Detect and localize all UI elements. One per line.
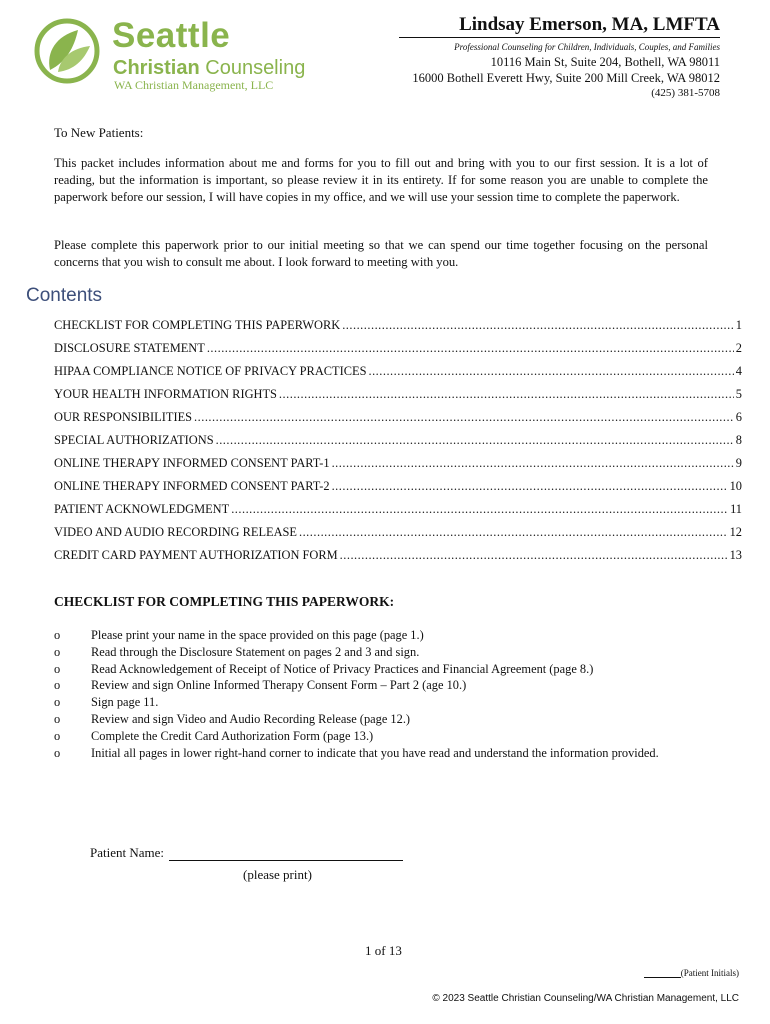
toc-label: YOUR HEALTH INFORMATION RIGHTS bbox=[54, 387, 277, 401]
toc-label: PATIENT ACKNOWLEDGMENT bbox=[54, 502, 230, 516]
toc-leader bbox=[207, 341, 734, 356]
bullet-icon: o bbox=[54, 661, 61, 676]
toc-label: DISCLOSURE STATEMENT bbox=[54, 341, 205, 355]
bullet-icon: o bbox=[54, 711, 61, 726]
list-item-text: Read Acknowledgement of Receipt of Notice of Privacy Practices and Financial Agreement (page 8.) bbox=[91, 661, 594, 676]
toc-label: CHECKLIST FOR COMPLETING THIS PAPERWORK bbox=[54, 318, 341, 332]
address-bothell: 10116 Main St, Suite 204, Bothell, WA 98011 bbox=[490, 55, 720, 69]
phone-number: (425) 381-5708 bbox=[651, 87, 720, 99]
table-of-contents bbox=[54, 318, 742, 571]
logo-subtitle: Christian Counseling bbox=[113, 57, 306, 79]
patient-initials-label: (Patient Initials) bbox=[680, 968, 739, 978]
toc-page: 11 bbox=[730, 502, 742, 516]
logo-company: WA Christian Management, LLC bbox=[114, 78, 274, 92]
toc-label: OUR RESPONSIBILITIES bbox=[54, 410, 193, 424]
list-item-text: Review and sign Video and Audio Recording Release (page 12.) bbox=[91, 711, 411, 726]
toc-leader bbox=[342, 318, 734, 333]
toc-entry-responsibilities[interactable] bbox=[54, 410, 742, 433]
list-item bbox=[54, 711, 694, 728]
intro-paragraph-1: This packet includes information about me and forms for you to fill out and bring with you to our first session. It is a lot of reading, but the information is important, so please review it in its entirety. If for some reason you are unable to complete the paperwork before our session, I will have copies in my office, and we will use your session time to complete the paperwork. bbox=[54, 156, 708, 204]
logo-wordmark: Seattle bbox=[112, 16, 231, 55]
therapist-name: Lindsay Emerson, MA, LMFTA bbox=[399, 13, 720, 38]
list-item-text: Sign page 11. bbox=[91, 695, 159, 710]
list-item-text: Review and sign Online Informed Therapy Consent Form – Part 2 (age 10.) bbox=[91, 678, 467, 693]
bullet-icon: o bbox=[54, 745, 61, 760]
bullet-icon: o bbox=[54, 728, 61, 743]
toc-label: SPECIAL AUTHORIZATIONS bbox=[54, 433, 214, 447]
toc-leader bbox=[368, 364, 733, 379]
patient-name-field[interactable] bbox=[169, 846, 403, 861]
list-item bbox=[54, 728, 694, 745]
toc-leader bbox=[231, 502, 728, 517]
list-item-text: Please print your name in the space provided on this page (page 1.) bbox=[91, 628, 424, 642]
toc-label: HIPAA COMPLIANCE NOTICE OF PRIVACY PRACTICES bbox=[54, 364, 367, 378]
toc-entry-hipaa[interactable] bbox=[54, 364, 742, 387]
toc-page: 9 bbox=[735, 456, 742, 470]
list-item bbox=[54, 661, 694, 678]
contact-block bbox=[399, 13, 720, 100]
checklist bbox=[54, 627, 694, 761]
toc-leader bbox=[332, 479, 728, 494]
initials-row bbox=[644, 967, 739, 978]
toc-leader bbox=[340, 548, 728, 563]
toc-page: 10 bbox=[729, 479, 742, 493]
list-item-text: Read through the Disclosure Statement on pages 2 and 3 and sign. bbox=[91, 644, 420, 659]
toc-entry-online-consent-1[interactable] bbox=[54, 456, 742, 479]
toc-entry-disclosure[interactable] bbox=[54, 341, 742, 364]
company-logo bbox=[34, 14, 314, 94]
toc-page: 13 bbox=[729, 548, 742, 562]
toc-leader bbox=[332, 456, 734, 471]
list-item-text: Initial all pages in lower right-hand corner to indicate that you have read and understand the information provided. bbox=[91, 745, 659, 760]
list-item bbox=[54, 644, 694, 661]
please-print-hint: (please print) bbox=[243, 867, 312, 882]
toc-page: 1 bbox=[735, 318, 742, 332]
intro-paragraph-2: Please complete this paperwork prior to our initial meeting so that we can spend our time together focusing on the personal concerns that you wish to consult me about. I look forward to meeting with you. bbox=[54, 238, 708, 269]
practice-tagline: Professional Counseling for Children, Individuals, Couples, and Families bbox=[454, 42, 720, 52]
greeting: To New Patients: bbox=[54, 125, 144, 140]
list-item bbox=[54, 745, 694, 762]
contents-heading: Contents bbox=[26, 285, 103, 306]
toc-page: 8 bbox=[735, 433, 742, 447]
list-item bbox=[54, 694, 694, 711]
toc-label: ONLINE THERAPY INFORMED CONSENT PART-2 bbox=[54, 479, 330, 493]
toc-leader bbox=[194, 410, 734, 425]
list-item bbox=[54, 677, 694, 694]
patient-initials-field[interactable] bbox=[644, 967, 681, 978]
toc-label: VIDEO AND AUDIO RECORDING RELEASE bbox=[54, 525, 297, 539]
leaf-logo-icon bbox=[34, 18, 104, 84]
toc-entry-checklist[interactable] bbox=[54, 318, 742, 341]
toc-page: 4 bbox=[735, 364, 742, 378]
list-item bbox=[54, 627, 694, 644]
toc-page: 5 bbox=[735, 387, 742, 401]
toc-entry-health-rights[interactable] bbox=[54, 387, 742, 410]
patient-name-label: Patient Name: bbox=[90, 845, 165, 860]
toc-entry-acknowledgment[interactable] bbox=[54, 502, 742, 525]
toc-entry-online-consent-2[interactable] bbox=[54, 479, 742, 502]
toc-leader bbox=[216, 433, 734, 448]
toc-entry-recording-release[interactable] bbox=[54, 525, 742, 548]
toc-page: 2 bbox=[735, 341, 742, 355]
toc-label: ONLINE THERAPY INFORMED CONSENT PART-1 bbox=[54, 456, 330, 470]
toc-entry-special-authorizations[interactable] bbox=[54, 433, 742, 456]
toc-leader bbox=[279, 387, 734, 402]
page-number: 1 of 13 bbox=[365, 943, 402, 958]
list-item-text: Complete the Credit Card Authorization Form (page 13.) bbox=[91, 728, 374, 743]
copyright-notice: © 2023 Seattle Christian Counseling/WA Christian Management, LLC bbox=[432, 993, 739, 1004]
address-mill-creek: 16000 Bothell Everett Hwy, Suite 200 Mill Creek, WA 98012 bbox=[412, 71, 720, 85]
bullet-icon: o bbox=[54, 695, 61, 710]
patient-name-row bbox=[90, 845, 403, 861]
toc-page: 12 bbox=[729, 525, 742, 539]
toc-leader bbox=[299, 525, 728, 540]
toc-page: 6 bbox=[735, 410, 742, 424]
checklist-heading: CHECKLIST FOR COMPLETING THIS PAPERWORK: bbox=[54, 594, 395, 609]
bullet-icon: o bbox=[54, 628, 61, 642]
bullet-icon: o bbox=[54, 644, 61, 659]
toc-entry-credit-card[interactable] bbox=[54, 548, 742, 571]
toc-label: CREDIT CARD PAYMENT AUTHORIZATION FORM bbox=[54, 548, 338, 562]
bullet-icon: o bbox=[54, 678, 61, 693]
